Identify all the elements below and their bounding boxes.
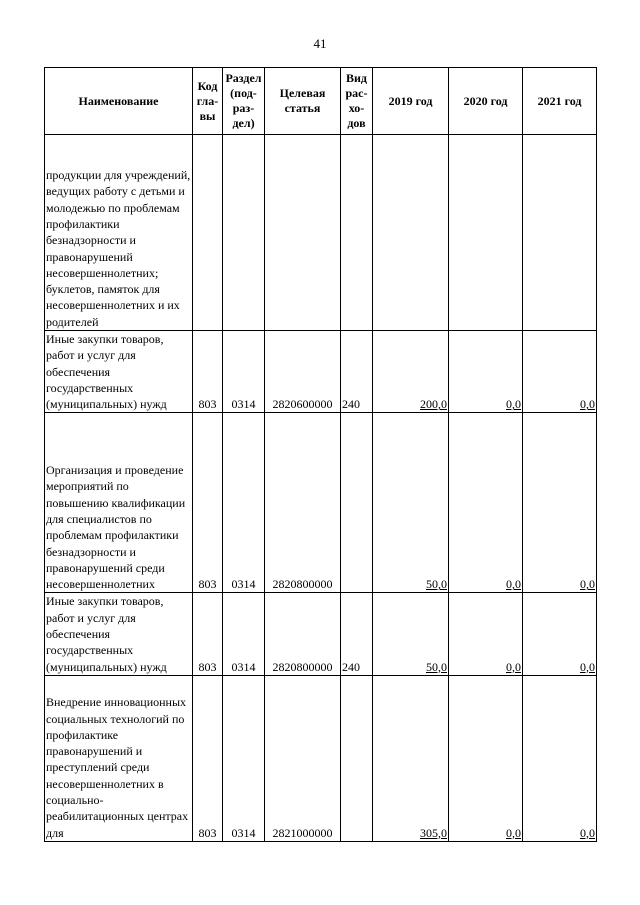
row-code: [193, 135, 223, 331]
row-2020: [449, 135, 523, 331]
row-2019: 200,0: [373, 331, 449, 413]
row-section: 0314: [223, 675, 265, 841]
row-name: Внедрение инновационных социальных технологий по профилактике правонарушений и преступлений среди несовершеннолетних в социально-реабилитационных центрах для: [45, 675, 193, 841]
row-code: 803: [193, 675, 223, 841]
row-2021: 0,0: [523, 413, 597, 593]
row-type: [341, 135, 373, 331]
header-type: Вид рас-хо-дов: [341, 68, 373, 135]
row-target: 2820600000: [265, 331, 341, 413]
row-2019: 50,0: [373, 413, 449, 593]
row-target: [265, 135, 341, 331]
table-row: [45, 413, 597, 593]
row-2021: 0,0: [523, 593, 597, 675]
row-target: 2821000000: [265, 675, 341, 841]
row-section: 0314: [223, 593, 265, 675]
row-target: 2820800000: [265, 593, 341, 675]
row-section: 0314: [223, 331, 265, 413]
table-row: [45, 593, 597, 675]
row-2020: 0,0: [449, 331, 523, 413]
row-2020: 0,0: [449, 593, 523, 675]
row-2021: [523, 135, 597, 331]
header-name: Наименование: [45, 68, 193, 135]
row-code: 803: [193, 331, 223, 413]
row-code: 803: [193, 593, 223, 675]
row-2019: 305,0: [373, 675, 449, 841]
row-name: Иные закупки товаров, работ и услуг для обеспечения государственных (муниципальных) нужд: [45, 331, 193, 413]
row-type: 240: [341, 593, 373, 675]
row-2021: 0,0: [523, 331, 597, 413]
row-section: [223, 135, 265, 331]
header-2021: 2021 год: [523, 68, 597, 135]
row-name: продукции для учреждений, ведущих работу с детьми и молодежью по проблемам профилактики безнадзорности и правонарушений несовершеннолетних; буклетов, памяток для несовершеннолетних и их родителей: [45, 135, 193, 331]
row-code: 803: [193, 413, 223, 593]
header-row: [45, 68, 597, 135]
row-type: 240: [341, 331, 373, 413]
row-section: 0314: [223, 413, 265, 593]
table-row: [45, 675, 597, 841]
header-target: Целевая статья: [265, 68, 341, 135]
header-section: Раздел (под-раз-дел): [223, 68, 265, 135]
row-name: Организация и проведение мероприятий по повышению квалификации для специалистов по проблемам профилактики безнадзорности и правонарушений среди несовершеннолетних: [45, 413, 193, 593]
page-number: 41: [313, 36, 327, 51]
row-2020: 0,0: [449, 675, 523, 841]
row-2021: 0,0: [523, 675, 597, 841]
row-type: [341, 413, 373, 593]
row-target: 2820800000: [265, 413, 341, 593]
table-row: [45, 135, 597, 331]
header-2019: 2019 год: [373, 68, 449, 135]
row-2019: [373, 135, 449, 331]
header-2020: 2020 год: [449, 68, 523, 135]
row-type: [341, 675, 373, 841]
header-code: Код гла-вы: [193, 68, 223, 135]
row-2020: 0,0: [449, 413, 523, 593]
row-2019: 50,0: [373, 593, 449, 675]
row-name: Иные закупки товаров, работ и услуг для обеспечения государственных (муниципальных) нужд: [45, 593, 193, 675]
budget-table: [44, 67, 597, 842]
table-row: [45, 331, 597, 413]
